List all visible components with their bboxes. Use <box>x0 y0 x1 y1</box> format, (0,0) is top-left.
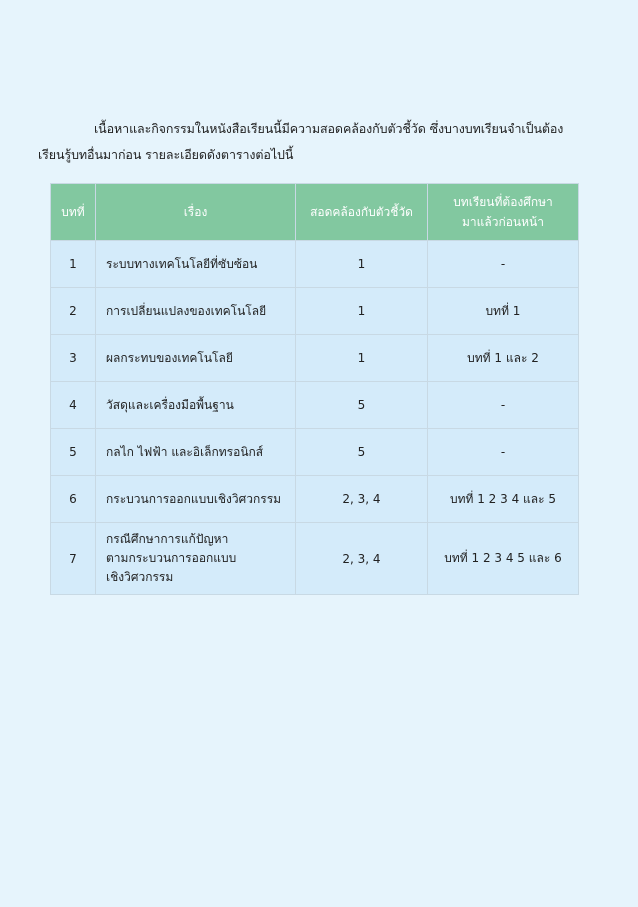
header-prerequisite-line-2: มาแล้วก่อนหน้า <box>461 215 544 229</box>
header-topic: เรื่อง <box>96 184 296 241</box>
lesson-prerequisite: บทที่ 1 <box>428 288 579 335</box>
lesson-topic-line: เชิงวิศวกรรม <box>106 570 174 584</box>
lesson-indicator: 2, 3, 4 <box>296 523 428 595</box>
lesson-indicator: 1 <box>296 241 428 288</box>
lesson-number: 3 <box>51 335 96 382</box>
lesson-indicator: 2, 3, 4 <box>296 476 428 523</box>
lesson-topic: ผลกระทบของเทคโนโลยี <box>96 335 296 382</box>
lesson-topic: ระบบทางเทคโนโลยีที่ซับซ้อน <box>96 241 296 288</box>
header-lesson: บทที่ <box>51 184 96 241</box>
lesson-number: 5 <box>51 429 96 476</box>
lesson-prerequisite: - <box>428 382 579 429</box>
lesson-table <box>50 183 579 595</box>
lesson-topic: การเปลี่ยนแปลงของเทคโนโลยี <box>96 288 296 335</box>
lesson-indicator: 5 <box>296 429 428 476</box>
lesson-indicator: 1 <box>296 288 428 335</box>
table-row <box>51 476 579 523</box>
header-prerequisite-line-1: บทเรียนที่ต้องศึกษา <box>453 195 553 209</box>
lesson-prerequisite: บทที่ 1 2 3 4 5 และ 6 <box>428 523 579 595</box>
table-header-row <box>51 184 579 241</box>
table-row <box>51 429 579 476</box>
lesson-number: 1 <box>51 241 96 288</box>
table-row <box>51 335 579 382</box>
lesson-topic: กลไก ไฟฟ้า และอิเล็กทรอนิกส์ <box>96 429 296 476</box>
table-row <box>51 382 579 429</box>
lesson-topic: กระบวนการออกแบบเชิงวิศวกรรม <box>96 476 296 523</box>
intro-line-2: เรียนรู้บทอื่นมาก่อน รายละเอียดดังตารางต่อไปนี้ <box>38 147 294 162</box>
header-prerequisite <box>428 184 579 241</box>
lesson-topic: วัสดุและเครื่องมือพื้นฐาน <box>96 382 296 429</box>
intro-line-1: เนื้อหาและกิจกรรมในหนังสือเรียนนี้มีความสอดคล้องกับตัวชี้วัด ซึ่งบางบทเรียนจำเป็นต้อง <box>94 121 564 136</box>
lesson-number: 4 <box>51 382 96 429</box>
lesson-indicator: 1 <box>296 335 428 382</box>
header-indicator: สอดคล้องกับตัวชี้วัด <box>296 184 428 241</box>
lesson-topic-line: ตามกระบวนการออกแบบ <box>106 551 237 565</box>
lesson-prerequisite: บทที่ 1 2 3 4 และ 5 <box>428 476 579 523</box>
lesson-prerequisite: บทที่ 1 และ 2 <box>428 335 579 382</box>
lesson-indicator: 5 <box>296 382 428 429</box>
lesson-prerequisite: - <box>428 429 579 476</box>
lesson-topic <box>96 523 296 595</box>
table-row <box>51 288 579 335</box>
table-row <box>51 523 579 595</box>
lesson-number: 6 <box>51 476 96 523</box>
lesson-prerequisite: - <box>428 241 579 288</box>
table-row <box>51 241 579 288</box>
lesson-number: 7 <box>51 523 96 595</box>
intro-paragraph <box>38 116 598 168</box>
lesson-number: 2 <box>51 288 96 335</box>
lesson-topic-line: กรณีศึกษาการแก้ปัญหา <box>106 532 229 546</box>
